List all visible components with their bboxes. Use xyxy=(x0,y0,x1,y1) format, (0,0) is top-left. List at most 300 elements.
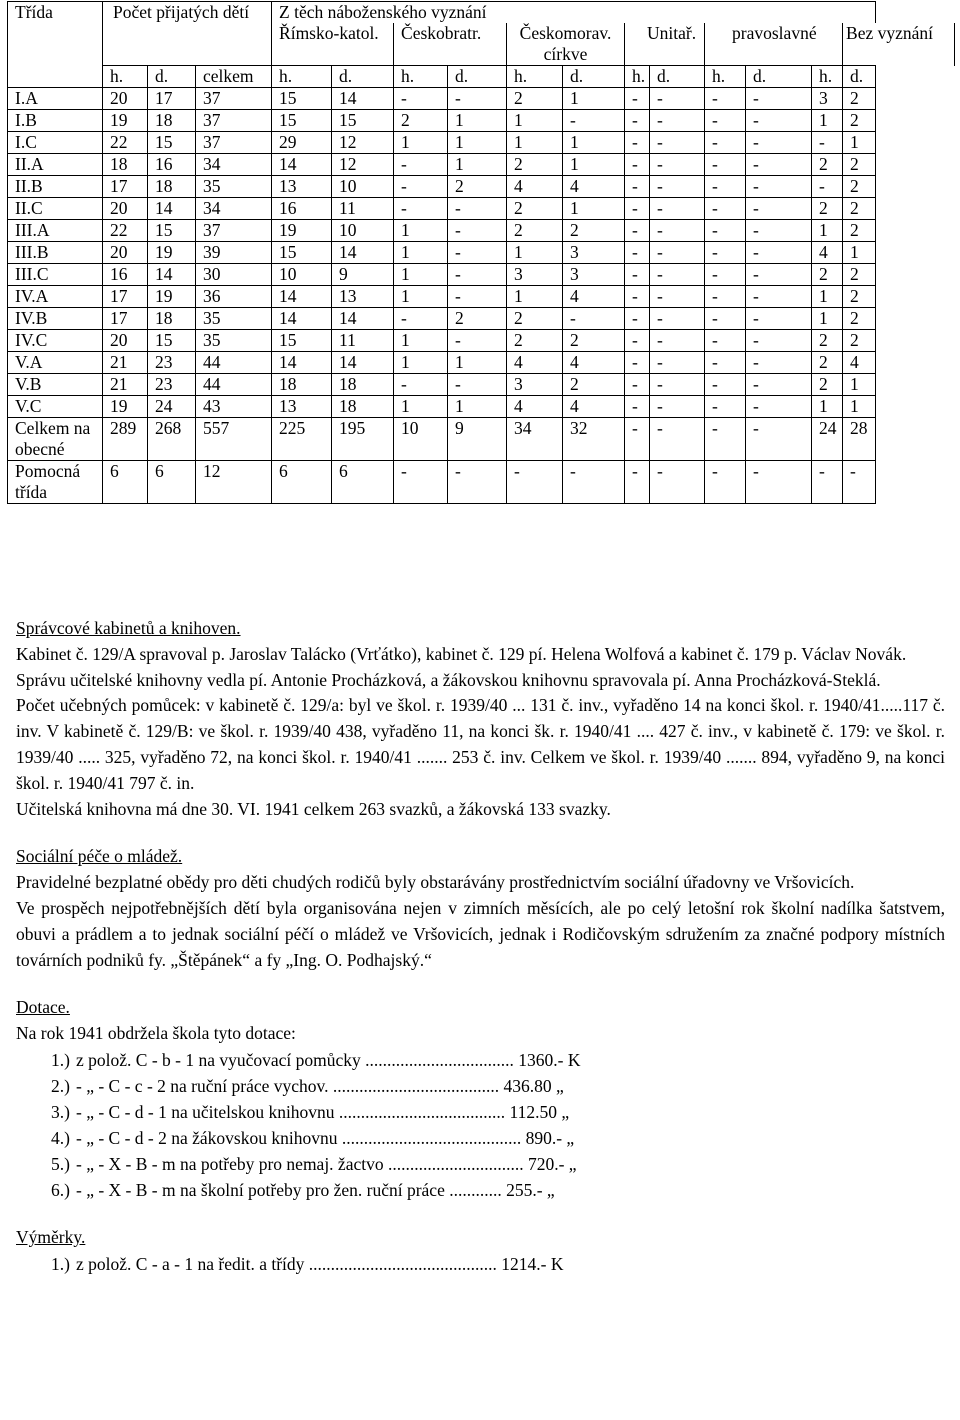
table-cell: 2 xyxy=(812,374,843,396)
table-cell: 12 xyxy=(332,132,394,154)
table-cell: 2 xyxy=(448,176,507,198)
table-cell: 2 xyxy=(507,88,563,110)
row-label: Pomocná třída xyxy=(8,461,103,504)
table-cell: 34 xyxy=(507,418,563,461)
table-cell: - xyxy=(812,132,843,154)
table-cell: 195 xyxy=(332,418,394,461)
table-cell: 1 xyxy=(394,220,448,242)
table-cell: 1 xyxy=(448,154,507,176)
table-cell: 13 xyxy=(332,286,394,308)
table-cell: - xyxy=(746,264,812,286)
table-cell: 14 xyxy=(272,352,332,374)
sub-d: d. xyxy=(650,66,705,88)
list-item-text: z polož. C - a - 1 na ředit. a třídy ........................................... 1214.- K xyxy=(76,1253,564,1274)
table-cell: 15 xyxy=(272,330,332,352)
sub-d: d. xyxy=(843,66,876,88)
list-item-text: - „ - X - B - m na potřeby pro nemaj. žactvo ............................... 720.- „ xyxy=(76,1153,577,1174)
statistics-table xyxy=(7,1,955,504)
table-cell: - xyxy=(448,374,507,396)
table-cell: 37 xyxy=(196,88,272,110)
kabinety-p1: Kabinet č. 129/A spravoval p. Jaroslav Talácko (Vrťátko), kabinet č. 129 pí. Helena Wolfová a kabinet č. 179 p. Václav Novák. xyxy=(16,643,907,664)
kabinety-heading: Správcové kabinetů a knihoven. xyxy=(16,618,241,638)
table-cell: 24 xyxy=(148,396,196,418)
table-cell: - xyxy=(563,461,625,504)
table-cell: 10 xyxy=(332,220,394,242)
table-cell: - xyxy=(705,352,746,374)
table-cell: 14 xyxy=(332,88,394,110)
list-item-number: 6.) xyxy=(51,1179,70,1200)
table-cell: - xyxy=(746,198,812,220)
table-row xyxy=(8,132,955,154)
table-cell: 2 xyxy=(843,154,876,176)
table-cell: - xyxy=(563,308,625,330)
table-cell: 17 xyxy=(103,286,148,308)
row-label: I.C xyxy=(8,132,103,154)
row-label: IV.A xyxy=(8,286,103,308)
table-cell: 15 xyxy=(148,132,196,154)
table-cell: 2 xyxy=(843,308,876,330)
sub-h: h. xyxy=(812,66,843,88)
table-cell: 32 xyxy=(563,418,625,461)
sub-d: d. xyxy=(563,66,625,88)
table-cell: - xyxy=(650,396,705,418)
kabinety-p2: Správu učitelské knihovny vedla pí. Antonie Procházková, a žákovskou knihovnu spravovala pí. Anna Procházková-Steklá. xyxy=(16,669,881,690)
table-cell: - xyxy=(394,154,448,176)
table-row xyxy=(8,352,955,374)
table-cell: - xyxy=(746,110,812,132)
table-cell: - xyxy=(650,374,705,396)
table-cell: 2 xyxy=(843,176,876,198)
table-cell: - xyxy=(625,352,650,374)
table-cell: - xyxy=(705,396,746,418)
table-cell: 1 xyxy=(812,396,843,418)
table-cell: - xyxy=(650,418,705,461)
table-cell: - xyxy=(705,154,746,176)
header-unitar: Unitař. xyxy=(625,23,705,66)
table-cell: - xyxy=(650,176,705,198)
table-cell: - xyxy=(448,330,507,352)
table-cell: - xyxy=(394,198,448,220)
list-item-number: 3.) xyxy=(51,1101,70,1122)
table-cell: - xyxy=(705,374,746,396)
table-cell: 39 xyxy=(196,242,272,264)
table-cell: 3 xyxy=(507,374,563,396)
table-cell: 2 xyxy=(812,264,843,286)
table-cell: - xyxy=(705,330,746,352)
table-cell: 2 xyxy=(843,330,876,352)
table-cell: 20 xyxy=(103,242,148,264)
table-cell: - xyxy=(705,308,746,330)
sub-d: d. xyxy=(332,66,394,88)
table-cell: 11 xyxy=(332,198,394,220)
table-cell: 23 xyxy=(148,352,196,374)
sub-h: h. xyxy=(705,66,746,88)
vymerky-list xyxy=(16,1251,945,1277)
table-cell: 19 xyxy=(103,396,148,418)
table-cell: 29 xyxy=(272,132,332,154)
table-cell: 2 xyxy=(812,330,843,352)
table-cell: - xyxy=(812,176,843,198)
list-item-number: 1.) xyxy=(51,1049,70,1070)
table-cell: - xyxy=(705,418,746,461)
table-cell: 2 xyxy=(563,330,625,352)
table-cell: 16 xyxy=(272,198,332,220)
table-cell: 24 xyxy=(812,418,843,461)
header-ceskobratr: Českobratr. xyxy=(394,23,507,66)
table-cell: 15 xyxy=(272,110,332,132)
row-label: II.A xyxy=(8,154,103,176)
table-cell: 35 xyxy=(196,176,272,198)
table-cell: - xyxy=(448,264,507,286)
table-cell: - xyxy=(650,132,705,154)
list-item xyxy=(16,1099,945,1125)
table-cell: 13 xyxy=(272,176,332,198)
table-cell: 1 xyxy=(394,330,448,352)
table-cell: 1 xyxy=(812,308,843,330)
table-cell: 1 xyxy=(843,132,876,154)
table-cell: 22 xyxy=(103,132,148,154)
kabinety-p4: Učitelská knihovna má dne 30. VI. 1941 celkem 263 svazků, a žákovská 133 svazky. xyxy=(16,798,611,819)
table-cell: 36 xyxy=(196,286,272,308)
table-cell: 44 xyxy=(196,374,272,396)
row-label: II.C xyxy=(8,198,103,220)
table-row xyxy=(8,110,955,132)
table-cell: 19 xyxy=(272,220,332,242)
table-cell: 6 xyxy=(332,461,394,504)
table-cell: 6 xyxy=(103,461,148,504)
vymerky-heading: Výměrky. xyxy=(16,1226,86,1247)
table-cell: 15 xyxy=(332,110,394,132)
table-cell: - xyxy=(650,352,705,374)
table-cell: - xyxy=(625,154,650,176)
table-cell: 14 xyxy=(272,286,332,308)
header-nabozenstvi: Z těch náboženského vyznání xyxy=(272,2,876,24)
table-cell: 14 xyxy=(272,154,332,176)
table-cell: - xyxy=(746,242,812,264)
table-cell: 1 xyxy=(394,352,448,374)
table-cell: - xyxy=(746,132,812,154)
table-cell: - xyxy=(812,461,843,504)
table-cell: - xyxy=(394,461,448,504)
document-body xyxy=(16,616,945,1277)
table-row xyxy=(8,176,955,198)
table-cell: - xyxy=(650,286,705,308)
table-cell: 35 xyxy=(196,308,272,330)
table-cell: 1 xyxy=(448,352,507,374)
table-cell: - xyxy=(705,88,746,110)
table-cell: 28 xyxy=(843,418,876,461)
table-cell: - xyxy=(705,461,746,504)
row-label: V.A xyxy=(8,352,103,374)
header-pocet: Počet přijatých dětí xyxy=(103,2,272,66)
table-cell: 9 xyxy=(332,264,394,286)
table-cell: 20 xyxy=(103,330,148,352)
table-cell: 14 xyxy=(332,242,394,264)
table-row xyxy=(8,396,955,418)
list-item-text: z polož. C - b - 1 na vyučovací pomůcky .................................. 1360.- K xyxy=(76,1049,581,1070)
dotace-list xyxy=(16,1047,945,1203)
table-cell: 1 xyxy=(507,132,563,154)
table-cell: - xyxy=(746,176,812,198)
table-cell: 3 xyxy=(812,88,843,110)
table-cell: 14 xyxy=(332,352,394,374)
table-row xyxy=(8,308,955,330)
row-label: I.B xyxy=(8,110,103,132)
list-item-number: 2.) xyxy=(51,1075,70,1096)
table-cell: 18 xyxy=(332,374,394,396)
table-cell: 2 xyxy=(812,198,843,220)
table-cell: 2 xyxy=(563,220,625,242)
table-row xyxy=(8,220,955,242)
table-cell: 37 xyxy=(196,110,272,132)
table-cell: - xyxy=(625,396,650,418)
table-cell: 2 xyxy=(843,220,876,242)
sub-d: d. xyxy=(746,66,812,88)
table-cell: 10 xyxy=(394,418,448,461)
header-trida: Třída xyxy=(8,2,103,88)
table-cell: 4 xyxy=(563,396,625,418)
kabinety-p3: Počet učebných pomůcek: v kabinetě č. 129/a: byl ve škol. r. 1939/40 ... 131 č. inv., vyřaděno 14 na konci škol. r. 1940/41.....117 č. inv. V kabinetě č. 129/B: ve škol. r. 1939/40 438, vyřaděno 11, na konci šk. r. 1940/41 .... 427 č. inv., v kabinetě č. 179: ve škol. r. 1939/40 ..... 325, vyřaděno 72, na konci škol. r. 1940/41 ....... 253 č. inv. Celkem ve škol. r. 1939/40 ....... 894, vyřaděno 9, na konci škol. r. 1940/41 797 č. in. xyxy=(16,695,945,793)
table-cell: 20 xyxy=(103,88,148,110)
row-label: V.B xyxy=(8,374,103,396)
table-cell: 13 xyxy=(272,396,332,418)
row-label: Celkem na obecné xyxy=(8,418,103,461)
table-cell: 15 xyxy=(272,242,332,264)
table-cell: 1 xyxy=(394,286,448,308)
table-cell: 4 xyxy=(563,286,625,308)
table-cell: 1 xyxy=(507,242,563,264)
table-cell: 1 xyxy=(448,110,507,132)
table-cell: 2 xyxy=(507,308,563,330)
table-cell: 4 xyxy=(563,352,625,374)
table-cell: 2 xyxy=(843,110,876,132)
table-cell: 1 xyxy=(394,242,448,264)
table-cell: 2 xyxy=(843,286,876,308)
table-cell: - xyxy=(650,308,705,330)
table-cell: - xyxy=(705,132,746,154)
table-cell: 17 xyxy=(103,176,148,198)
table-cell: 6 xyxy=(148,461,196,504)
table-cell: 18 xyxy=(332,396,394,418)
table-cell: 10 xyxy=(272,264,332,286)
table-cell: 34 xyxy=(196,154,272,176)
list-item xyxy=(16,1073,945,1099)
table-cell: 16 xyxy=(148,154,196,176)
table-cell: - xyxy=(650,198,705,220)
pece-p2: Ve prospěch nejpotřebnějších dětí byla organisována nejen v zimních měsících, ale po celý letošní rok školní nadílka šatstvem, obuvi a prádlem a to jednak sociální péčí o mládež ve Vršovicích, jednak i Rodičovským sdružením za značné podpory místních továrních podniků fy. „Štěpánek“ a fy „Ing. O. Podhajský.“ xyxy=(16,897,945,970)
row-label: I.A xyxy=(8,88,103,110)
table-cell: 22 xyxy=(103,220,148,242)
table-cell: 1 xyxy=(448,132,507,154)
table-cell: 2 xyxy=(812,154,843,176)
table-row xyxy=(8,198,955,220)
table-cell: 2 xyxy=(563,374,625,396)
table-cell: - xyxy=(625,198,650,220)
table-cell: 1 xyxy=(563,132,625,154)
table-cell: 4 xyxy=(563,176,625,198)
table-cell: 10 xyxy=(332,176,394,198)
table-row xyxy=(8,154,955,176)
table-cell: - xyxy=(746,374,812,396)
table-cell: 14 xyxy=(272,308,332,330)
table-cell: 21 xyxy=(103,352,148,374)
list-item-text: - „ - X - B - m na školní potřeby pro žen. ruční práce ............ 255.- „ xyxy=(76,1179,555,1200)
table-cell: 2 xyxy=(843,198,876,220)
list-item-text: - „ - C - d - 1 na učitelskou knihovnu ...................................... 112.50 „ xyxy=(76,1101,570,1122)
table-cell: - xyxy=(625,264,650,286)
table-cell: - xyxy=(746,330,812,352)
table-row xyxy=(8,418,955,461)
sub-h: h. xyxy=(507,66,563,88)
row-label: III.B xyxy=(8,242,103,264)
sub-d: d. xyxy=(148,66,196,88)
table-cell: 17 xyxy=(148,88,196,110)
table-cell: 3 xyxy=(507,264,563,286)
table-cell: 6 xyxy=(272,461,332,504)
table-cell: 1 xyxy=(812,110,843,132)
table-cell: - xyxy=(650,330,705,352)
sub-h: h. xyxy=(272,66,332,88)
table-cell: 44 xyxy=(196,352,272,374)
table-row xyxy=(8,330,955,352)
list-item xyxy=(16,1151,945,1177)
table-cell: 2 xyxy=(507,220,563,242)
table-cell: - xyxy=(448,461,507,504)
table-cell: - xyxy=(507,461,563,504)
list-item-text: - „ - C - d - 2 na žákovskou knihovnu ......................................... 890.- „ xyxy=(76,1127,575,1148)
table-cell: 1 xyxy=(812,286,843,308)
list-item-number: 5.) xyxy=(51,1153,70,1174)
table-row xyxy=(8,264,955,286)
table-cell: 1 xyxy=(812,220,843,242)
table-cell: 3 xyxy=(563,242,625,264)
table-cell: 30 xyxy=(196,264,272,286)
table-cell: - xyxy=(625,461,650,504)
table-cell: - xyxy=(448,220,507,242)
header-ceskomorav: Českomorav. církve xyxy=(507,23,625,66)
list-item xyxy=(16,1251,945,1277)
row-label: IV.C xyxy=(8,330,103,352)
table-cell: - xyxy=(650,154,705,176)
row-label: III.C xyxy=(8,264,103,286)
list-item xyxy=(16,1125,945,1151)
table-cell: 37 xyxy=(196,132,272,154)
table-cell: - xyxy=(650,110,705,132)
table-cell: 11 xyxy=(332,330,394,352)
list-item-number: 1.) xyxy=(51,1253,70,1274)
table-cell: 18 xyxy=(148,308,196,330)
table-cell: - xyxy=(394,88,448,110)
table-cell: - xyxy=(448,88,507,110)
table-cell: - xyxy=(746,220,812,242)
table-cell: 2 xyxy=(394,110,448,132)
table-cell: - xyxy=(625,308,650,330)
table-cell: - xyxy=(746,286,812,308)
table-cell: - xyxy=(705,242,746,264)
table-cell: - xyxy=(746,396,812,418)
table-cell: - xyxy=(705,110,746,132)
table-cell: 2 xyxy=(812,352,843,374)
table-cell: - xyxy=(625,88,650,110)
table-cell: 1 xyxy=(394,132,448,154)
table-cell: 14 xyxy=(332,308,394,330)
table-cell: 20 xyxy=(103,198,148,220)
table-cell: 23 xyxy=(148,374,196,396)
table-cell: - xyxy=(746,418,812,461)
table-cell: - xyxy=(746,352,812,374)
table-cell: - xyxy=(705,220,746,242)
table-row xyxy=(8,374,955,396)
pece-heading: Sociální péče o mládež. xyxy=(16,846,183,867)
table-cell: - xyxy=(746,154,812,176)
table-cell: 21 xyxy=(103,374,148,396)
table-cell: - xyxy=(625,242,650,264)
table-cell: 12 xyxy=(332,154,394,176)
table-cell: 2 xyxy=(448,308,507,330)
table-cell: - xyxy=(448,286,507,308)
table-cell: 18 xyxy=(148,176,196,198)
table-cell: - xyxy=(625,286,650,308)
table-cell: 4 xyxy=(507,396,563,418)
row-label: III.A xyxy=(8,220,103,242)
sub-h: h. xyxy=(394,66,448,88)
table-cell: 4 xyxy=(507,352,563,374)
table-cell: - xyxy=(746,461,812,504)
table-cell: 2 xyxy=(507,154,563,176)
table-cell: 1 xyxy=(843,374,876,396)
list-item-text: - „ - C - c - 2 na ruční práce vychov. ...................................... 436.80 „ xyxy=(76,1075,564,1096)
table-cell: 225 xyxy=(272,418,332,461)
table-cell: - xyxy=(394,176,448,198)
sub-d: d. xyxy=(448,66,507,88)
table-cell: - xyxy=(625,330,650,352)
table-cell: 15 xyxy=(272,88,332,110)
table-row xyxy=(8,461,955,504)
table-cell: 1 xyxy=(394,396,448,418)
table-cell: - xyxy=(746,88,812,110)
sub-celkem: celkem xyxy=(196,66,272,88)
table-cell: - xyxy=(625,110,650,132)
table-cell: 37 xyxy=(196,220,272,242)
table-cell: - xyxy=(650,242,705,264)
table-cell: 4 xyxy=(507,176,563,198)
table-cell: 15 xyxy=(148,220,196,242)
table-cell: - xyxy=(394,374,448,396)
table-cell: - xyxy=(625,132,650,154)
table-cell: 2 xyxy=(507,198,563,220)
table-cell: - xyxy=(625,374,650,396)
table-cell: 19 xyxy=(148,286,196,308)
dotace-heading: Dotace. xyxy=(16,997,70,1018)
table-cell: 1 xyxy=(563,198,625,220)
table-cell: - xyxy=(650,88,705,110)
list-item xyxy=(16,1047,945,1073)
table-cell: - xyxy=(705,198,746,220)
list-item-number: 4.) xyxy=(51,1127,70,1148)
table-cell: - xyxy=(394,308,448,330)
table-cell: 19 xyxy=(148,242,196,264)
sub-h: h. xyxy=(103,66,148,88)
table-cell: 2 xyxy=(843,88,876,110)
table-cell: 14 xyxy=(148,264,196,286)
table-row xyxy=(8,242,955,264)
table-cell: - xyxy=(843,461,876,504)
table-row xyxy=(8,286,955,308)
table-cell: 4 xyxy=(812,242,843,264)
table-cell: - xyxy=(625,176,650,198)
sub-h: h. xyxy=(625,66,650,88)
table-cell: - xyxy=(625,220,650,242)
